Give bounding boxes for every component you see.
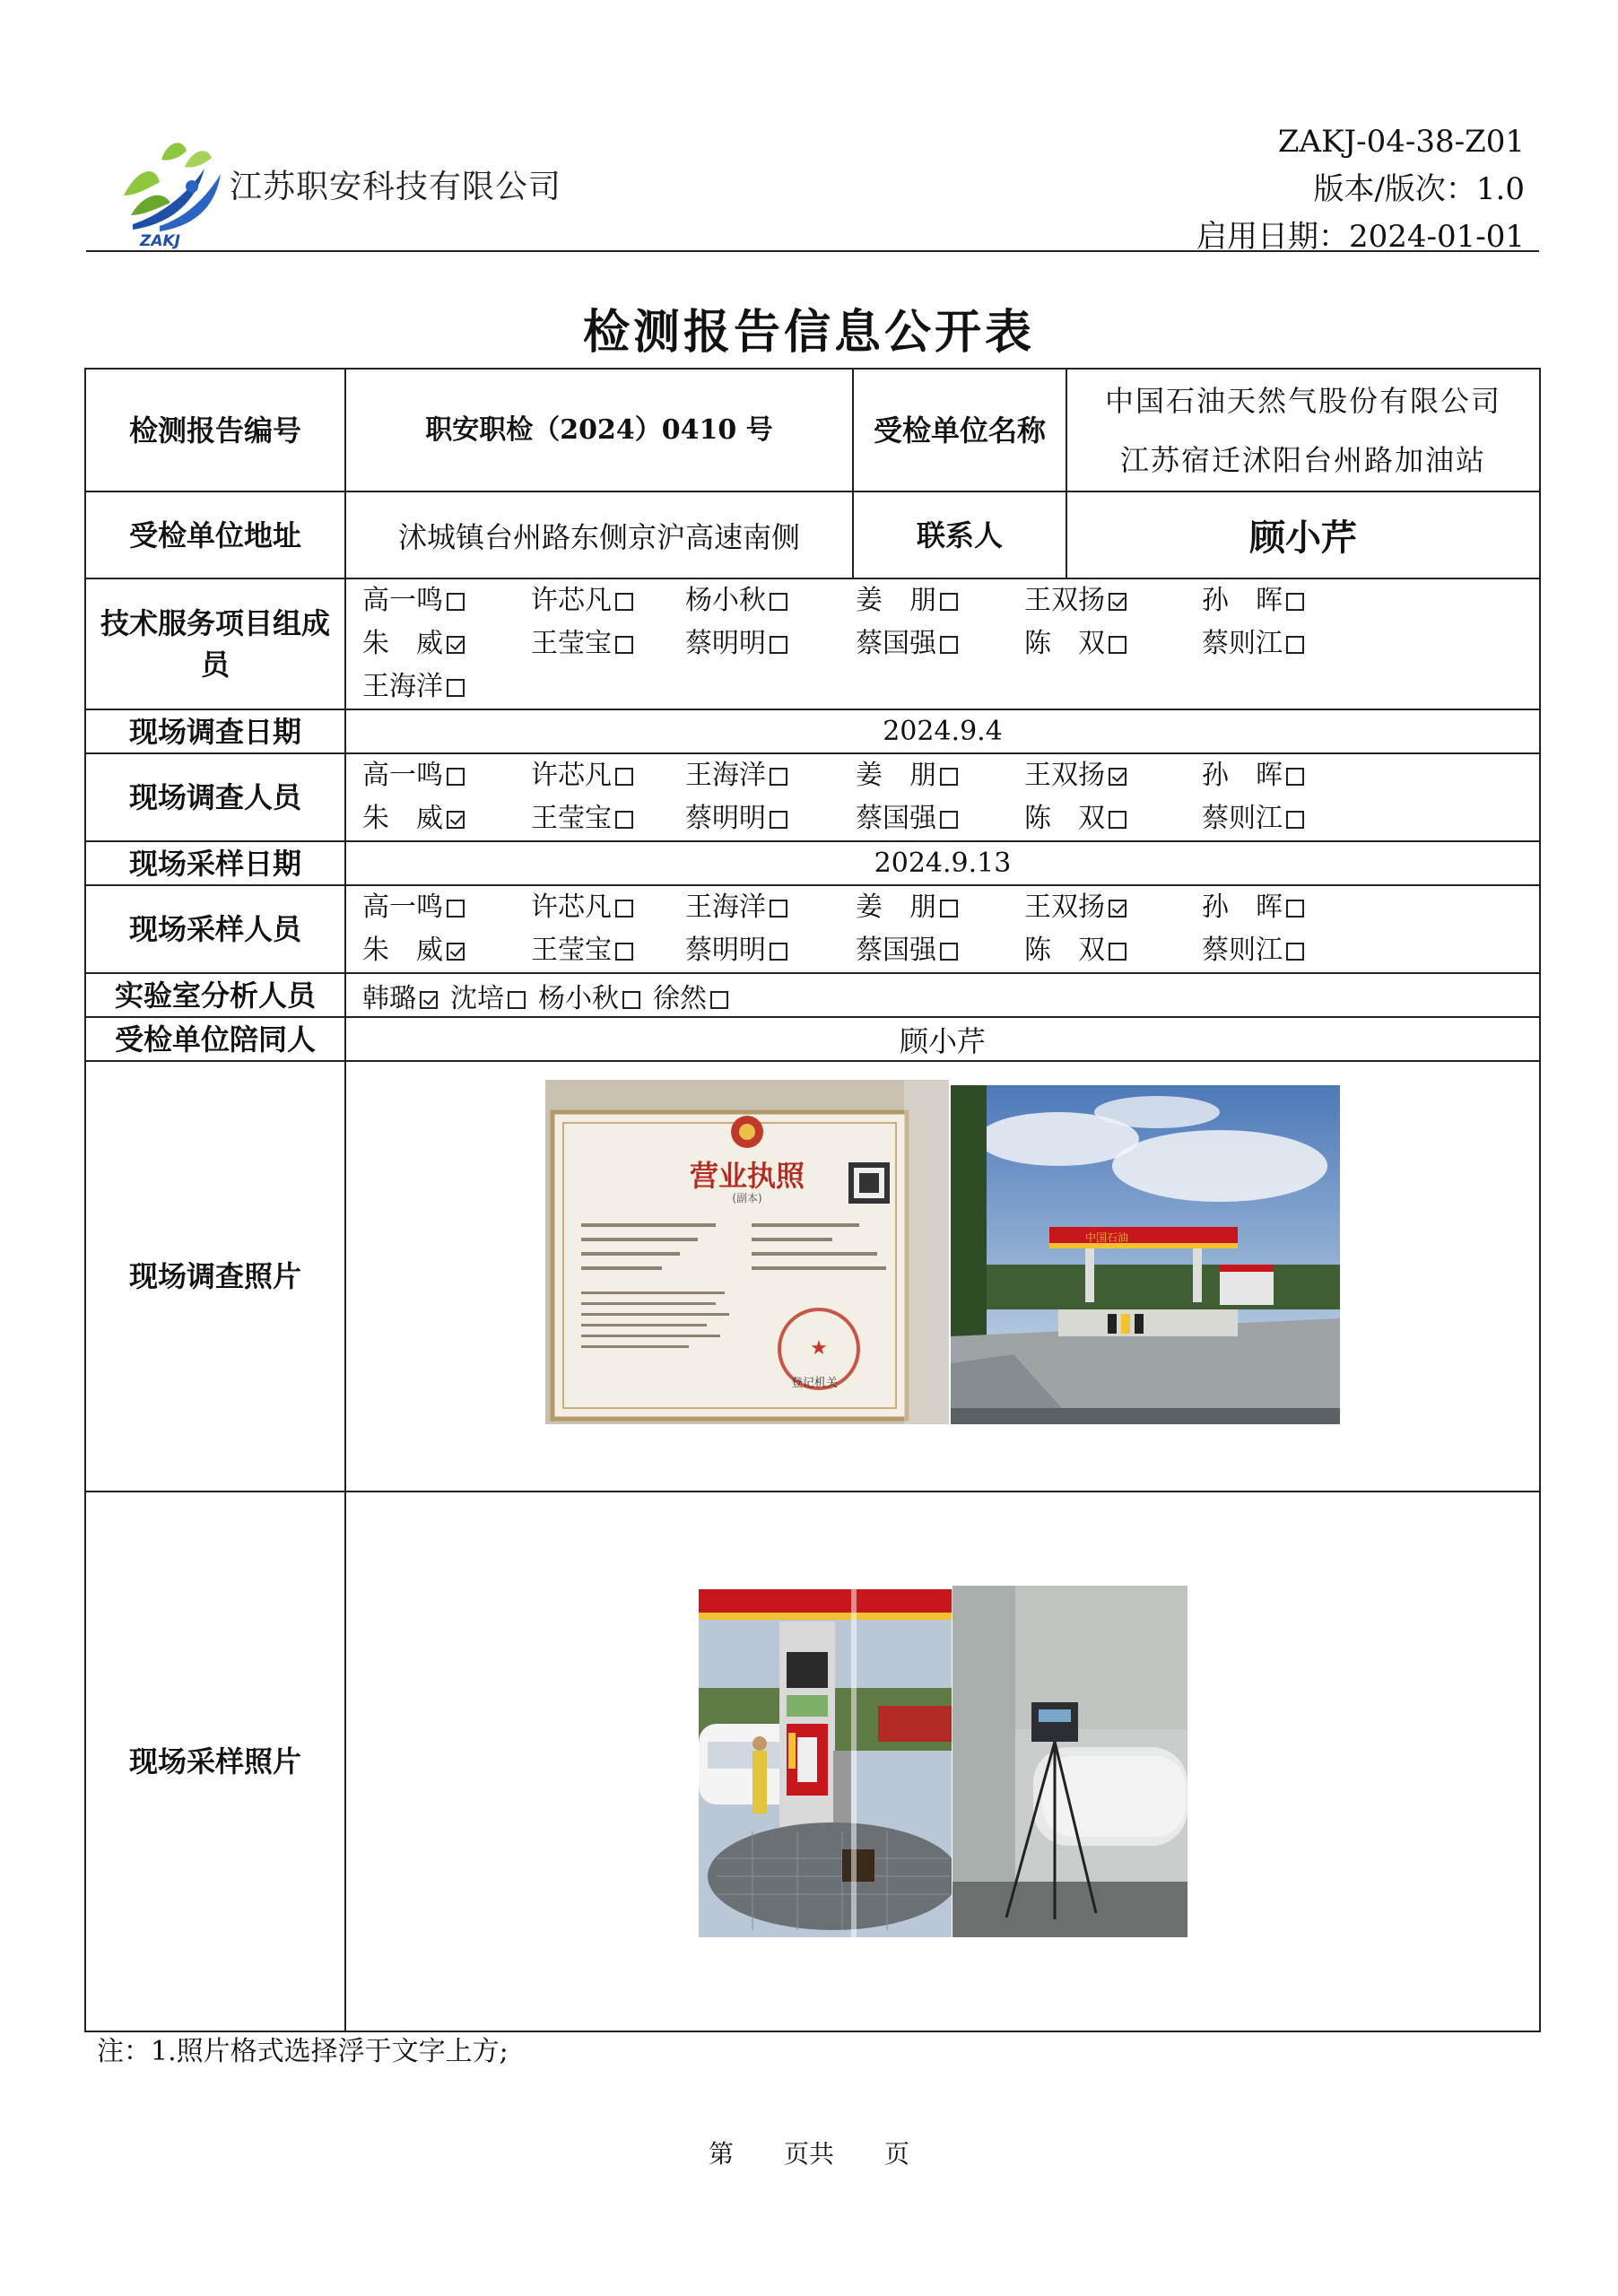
checkbox-empty-icon[interactable] xyxy=(1286,900,1304,918)
checkbox-empty-icon[interactable] xyxy=(940,768,958,786)
row-escort xyxy=(85,1017,1540,1061)
label-report-no: 检测报告编号 xyxy=(85,369,345,491)
checkbox-checked-icon[interactable] xyxy=(447,943,465,961)
staff-item xyxy=(531,754,685,797)
checkbox-checked-icon[interactable] xyxy=(447,811,465,829)
checkbox-empty-icon[interactable] xyxy=(770,768,787,786)
footnote: 注：1.照片格式选择浮于文字上方; xyxy=(97,2036,509,2067)
staff-item xyxy=(685,579,856,622)
staff-name: 蔡国强 xyxy=(856,935,936,966)
lab-staff-item xyxy=(538,983,640,1014)
doc-effective-date: 启用日期：2024-01-01 xyxy=(1196,219,1525,255)
checkbox-empty-icon[interactable] xyxy=(770,636,787,654)
staff-item xyxy=(531,622,685,665)
staff-item xyxy=(1202,929,1345,972)
staff-name: 王双扬 xyxy=(1024,585,1105,616)
staff-name: 王双扬 xyxy=(1024,760,1105,791)
unit-name-line-2: 江苏宿迁沭阳台州路加油站 xyxy=(1119,442,1486,477)
zakj-logo-icon xyxy=(106,133,240,249)
lab-staff-cell xyxy=(345,973,1540,1017)
staff-name: 杨小秋 xyxy=(538,982,619,1014)
staff-item xyxy=(531,886,685,929)
staff-item xyxy=(1024,886,1202,929)
report-no: 职安职检（2024）0410 号 xyxy=(345,369,853,491)
staff-item xyxy=(856,622,1024,665)
row-tech-team xyxy=(85,578,1540,709)
row-survey-photos xyxy=(85,1061,1540,1492)
label-survey-staff: 现场调查人员 xyxy=(85,753,345,841)
staff-name: 陈 双 xyxy=(1024,628,1105,659)
checkbox-empty-icon[interactable] xyxy=(615,943,633,961)
staff-item xyxy=(362,579,531,622)
staff-name: 徐然 xyxy=(653,982,707,1014)
checkbox-empty-icon[interactable] xyxy=(710,991,728,1009)
gas-station-photo xyxy=(951,1085,1340,1424)
survey-photos-cell xyxy=(345,1061,1540,1492)
staff-name: 朱 威 xyxy=(362,803,443,834)
staff-name: 陈 双 xyxy=(1024,803,1105,834)
checkbox-empty-icon[interactable] xyxy=(1286,593,1304,611)
staff-item xyxy=(531,579,685,622)
staff-name: 许芯凡 xyxy=(531,760,612,791)
checkbox-empty-icon[interactable] xyxy=(447,900,465,918)
staff-name: 许芯凡 xyxy=(531,585,612,616)
staff-name: 蔡则江 xyxy=(1202,935,1283,966)
checkbox-empty-icon[interactable] xyxy=(770,593,787,611)
staff-name: 王海洋 xyxy=(685,760,766,791)
unit-name xyxy=(1066,369,1540,491)
row-survey-staff xyxy=(85,753,1540,841)
staff-name: 蔡明明 xyxy=(685,803,766,834)
lab-staff-item xyxy=(450,983,526,1014)
lab-staff-item xyxy=(362,983,438,1014)
license-title: 营业执照 xyxy=(689,1159,805,1193)
label-lab-staff: 实验室分析人员 xyxy=(85,973,345,1017)
staff-item xyxy=(1024,929,1202,972)
checkbox-empty-icon[interactable] xyxy=(1109,636,1127,654)
staff-item xyxy=(685,622,856,665)
sampling-staff-list xyxy=(346,886,1539,972)
staff-name: 孙 晖 xyxy=(1202,891,1283,923)
tech-team-cell xyxy=(345,578,1540,709)
page-footer: 第 页共 页 xyxy=(708,2139,909,2169)
staff-name: 孙 晖 xyxy=(1202,585,1283,616)
survey-staff-list xyxy=(346,754,1539,840)
staff-name: 孙 晖 xyxy=(1202,760,1283,791)
checkbox-empty-icon[interactable] xyxy=(770,811,787,829)
label-sampling-date: 现场采样日期 xyxy=(85,841,345,885)
checkbox-empty-icon[interactable] xyxy=(447,679,465,697)
staff-name: 蔡则江 xyxy=(1202,628,1283,659)
checkbox-empty-icon[interactable] xyxy=(770,900,787,918)
license-subtitle: (副本) xyxy=(732,1192,762,1205)
staff-name: 王海洋 xyxy=(685,891,766,923)
checkbox-empty-icon[interactable] xyxy=(940,943,958,961)
staff-name: 许芯凡 xyxy=(531,891,612,923)
staff-item xyxy=(362,797,531,840)
staff-item xyxy=(1202,886,1345,929)
staff-item xyxy=(362,929,531,972)
label-sampling-photos: 现场采样照片 xyxy=(85,1492,345,2031)
staff-item xyxy=(1202,754,1345,797)
staff-item xyxy=(531,797,685,840)
fuel-dispenser-photo xyxy=(699,1589,952,1937)
contact-name: 顾小芹 xyxy=(1066,491,1540,578)
header-divider xyxy=(86,250,1539,252)
station-brand: 中国石油 xyxy=(1085,1231,1129,1244)
label-sampling-staff: 现场采样人员 xyxy=(85,885,345,973)
staff-item xyxy=(1024,797,1202,840)
staff-name: 朱 威 xyxy=(362,935,443,966)
checkbox-empty-icon[interactable] xyxy=(508,991,526,1009)
info-table xyxy=(84,368,1541,2032)
row-sampling-date xyxy=(85,841,1540,885)
staff-item xyxy=(685,886,856,929)
staff-name: 蔡明明 xyxy=(685,935,766,966)
staff-name: 王莹宝 xyxy=(531,935,612,966)
checkbox-empty-icon[interactable] xyxy=(1286,943,1304,961)
row-report-no xyxy=(85,369,1540,491)
checkbox-empty-icon[interactable] xyxy=(770,943,787,961)
checkbox-empty-icon[interactable] xyxy=(940,636,958,654)
staff-name: 王莹宝 xyxy=(531,628,612,659)
logo-text: ZAKJ xyxy=(140,232,180,249)
checkbox-empty-icon[interactable] xyxy=(1286,811,1304,829)
staff-item xyxy=(1202,622,1345,665)
staff-name: 姜 朋 xyxy=(856,760,936,791)
checkbox-empty-icon[interactable] xyxy=(447,593,465,611)
label-unit-name: 受检单位名称 xyxy=(853,369,1066,491)
tech-team-list xyxy=(346,579,1539,709)
unit-name-line-1: 中国石油天然气股份有限公司 xyxy=(1104,383,1501,418)
checkbox-empty-icon[interactable] xyxy=(615,636,633,654)
label-escort: 受检单位陪同人 xyxy=(85,1017,345,1061)
staff-item xyxy=(856,579,1024,622)
license-seal-text: 登记机关 xyxy=(790,1377,839,1390)
staff-name: 王莹宝 xyxy=(531,803,612,834)
checkbox-empty-icon[interactable] xyxy=(615,811,633,829)
staff-item xyxy=(362,665,531,709)
staff-name: 蔡国强 xyxy=(856,628,936,659)
staff-item xyxy=(362,754,531,797)
staff-item xyxy=(531,929,685,972)
checkbox-empty-icon[interactable] xyxy=(1109,811,1127,829)
sampling-photos-cell xyxy=(345,1492,1540,2031)
sampling-date: 2024.9.13 xyxy=(345,841,1540,885)
staff-item xyxy=(1024,579,1202,622)
checkbox-empty-icon[interactable] xyxy=(615,768,633,786)
checkbox-checked-icon[interactable] xyxy=(447,636,465,654)
staff-name: 陈 双 xyxy=(1024,935,1105,966)
checkbox-checked-icon[interactable] xyxy=(420,991,438,1009)
page-title: 检测报告信息公开表 xyxy=(582,305,1035,360)
escort-name: 顾小芹 xyxy=(345,1017,1540,1061)
staff-name: 高一鸣 xyxy=(362,891,443,923)
label-survey-photos: 现场调查照片 xyxy=(85,1061,345,1492)
staff-item xyxy=(362,622,531,665)
staff-item xyxy=(1202,797,1345,840)
checkbox-checked-icon[interactable] xyxy=(1109,900,1127,918)
staff-item xyxy=(856,797,1024,840)
checkbox-checked-icon[interactable] xyxy=(1109,593,1127,611)
label-survey-date: 现场调查日期 xyxy=(85,709,345,753)
staff-name: 姜 朋 xyxy=(856,891,936,923)
row-sampling-staff xyxy=(85,885,1540,973)
checkbox-empty-icon[interactable] xyxy=(1286,768,1304,786)
lab-staff-list xyxy=(346,976,1539,1015)
doc-code: ZAKJ-04-38-Z01 xyxy=(1277,124,1525,160)
license-seal-star: ★ xyxy=(810,1337,828,1360)
row-address xyxy=(85,491,1540,578)
row-sampling-photos xyxy=(85,1492,1540,2031)
staff-item xyxy=(856,929,1024,972)
staff-name: 杨小秋 xyxy=(685,585,766,616)
document-meta xyxy=(1196,118,1525,261)
sampling-instrument-image xyxy=(953,1586,1187,1937)
doc-version: 版本/版次：1.0 xyxy=(1313,171,1525,207)
fuel-dispenser-image xyxy=(699,1589,952,1937)
survey-date: 2024.9.4 xyxy=(345,709,1540,753)
checkbox-empty-icon[interactable] xyxy=(1109,943,1127,961)
survey-staff-cell xyxy=(345,753,1540,841)
business-license-photo xyxy=(545,1080,949,1424)
staff-item xyxy=(1202,579,1345,622)
staff-item xyxy=(685,929,856,972)
checkbox-empty-icon[interactable] xyxy=(940,593,958,611)
staff-item xyxy=(856,886,1024,929)
staff-name: 高一鸣 xyxy=(362,585,443,616)
staff-name: 朱 威 xyxy=(362,628,443,659)
staff-item xyxy=(685,754,856,797)
staff-name: 蔡国强 xyxy=(856,803,936,834)
staff-name: 蔡则江 xyxy=(1202,803,1283,834)
staff-item xyxy=(685,797,856,840)
staff-item xyxy=(1024,622,1202,665)
staff-name: 王海洋 xyxy=(362,671,443,702)
checkbox-empty-icon[interactable] xyxy=(447,768,465,786)
checkbox-empty-icon[interactable] xyxy=(940,900,958,918)
lab-staff-item xyxy=(653,983,728,1014)
checkbox-checked-icon[interactable] xyxy=(1109,768,1127,786)
staff-name: 蔡明明 xyxy=(685,628,766,659)
staff-name: 高一鸣 xyxy=(362,760,443,791)
sampling-staff-cell xyxy=(345,885,1540,973)
company-name: 江苏职安科技有限公司 xyxy=(230,169,562,205)
staff-name: 姜 朋 xyxy=(856,585,936,616)
row-lab-staff xyxy=(85,973,1540,1017)
checkbox-empty-icon[interactable] xyxy=(1286,636,1304,654)
label-unit-address: 受检单位地址 xyxy=(85,491,345,578)
checkbox-empty-icon[interactable] xyxy=(615,900,633,918)
business-license-image xyxy=(545,1080,949,1424)
gas-station-image xyxy=(951,1085,1340,1424)
label-contact: 联系人 xyxy=(853,491,1066,578)
sampling-instrument-photo xyxy=(953,1586,1187,1937)
checkbox-empty-icon[interactable] xyxy=(615,593,633,611)
staff-item xyxy=(362,886,531,929)
checkbox-empty-icon[interactable] xyxy=(940,811,958,829)
staff-name: 韩璐 xyxy=(362,982,416,1014)
checkbox-empty-icon[interactable] xyxy=(622,991,640,1009)
staff-name: 王双扬 xyxy=(1024,891,1105,923)
label-tech-team: 技术服务项目组成员 xyxy=(85,578,345,709)
company-logo xyxy=(106,133,240,249)
staff-item xyxy=(1024,754,1202,797)
staff-name: 沈培 xyxy=(450,982,504,1014)
staff-item xyxy=(856,754,1024,797)
row-survey-date xyxy=(85,709,1540,753)
unit-address: 沭城镇台州路东侧京沪高速南侧 xyxy=(345,491,853,578)
